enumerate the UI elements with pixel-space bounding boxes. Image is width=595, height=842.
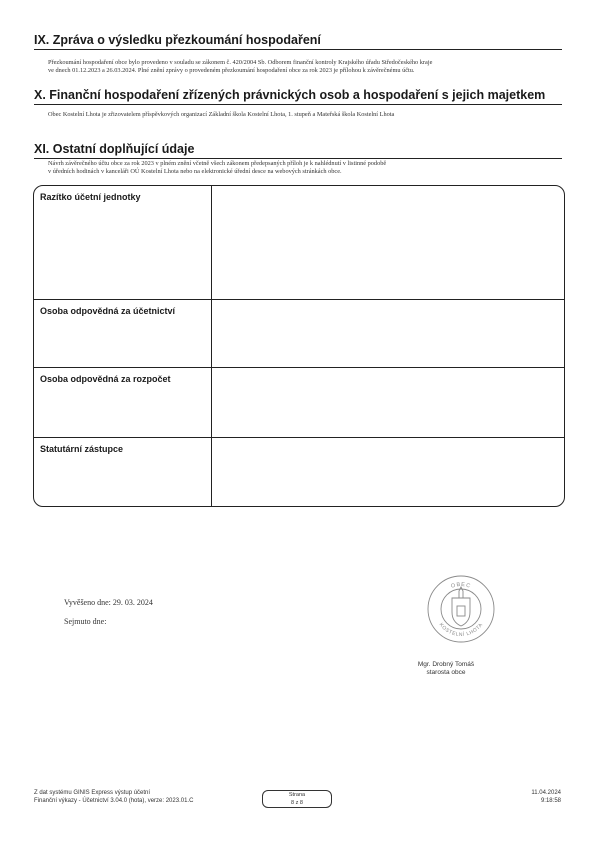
section-x-line1: Obec Kostelní Lhota je zřizovatelem příspěvkových organizací Základní škola Kostelní Lhota, 1. stupeň a Mateřská škola Kostelní Lhota [48, 111, 395, 118]
signature-row-accounting [34, 299, 564, 367]
posted-date: Vyvěšeno dne: 29. 03. 2024 [64, 598, 153, 607]
signature-row-budget [34, 367, 564, 437]
section-ix-title: IX. Zpráva o výsledku přezkoumání hospodaření [34, 33, 562, 50]
signature-row-label: Razítko účetní jednotky [40, 192, 141, 202]
signature-row-label: Statutární zástupce [40, 444, 124, 454]
footer-source: Z dat systému GINIS Express výstup účetní [34, 790, 151, 796]
section-xi-line2: v úředních hodinách v kanceláři OÚ Kostelní Lhota nebo na elektronické úřední desce na webových stránkách obce. [48, 168, 342, 175]
footer-left [34, 789, 193, 805]
signature-table [33, 185, 565, 507]
signature-cell [211, 368, 564, 437]
signature-row-stamp [34, 186, 564, 299]
municipal-seal-icon [426, 574, 496, 644]
section-xi-title: XI. Ostatní doplňující údaje [34, 142, 562, 159]
footer-right [531, 789, 561, 805]
svg-text:KOSTELNÍ LHOTA [438, 622, 485, 638]
signer-name: Mgr. Drobný Tomáš [417, 661, 475, 668]
signature-row-label: Osoba odpovědná za rozpočet [40, 374, 171, 384]
footer-software: Finanční výkazy - Účetnictví 3.04.0 (hota), verze: 2023.01.C [34, 798, 194, 804]
footer-time: 9:18:58 [540, 798, 561, 804]
section-ix-line2: ve dnech 01.12.2023 a 26.03.2024. Plné znění zprávy o provedeném přezkoumání hospodaření obce za rok 2023 je přílohou k závěrečnému účtu. [48, 67, 415, 74]
section-x-title: X. Finanční hospodaření zřízených právnických osob a hospodaření s jejich majetkem [34, 88, 562, 105]
seal-top-text: OBEC [450, 581, 472, 590]
taken-down-date: Sejmuto dne: [64, 617, 107, 626]
page-number: 8 z 8 [291, 799, 303, 806]
signature-row-label: Osoba odpovědná za účetnictví [40, 306, 176, 316]
signature-cell [211, 186, 564, 299]
signer-role: starosta obce [426, 669, 466, 676]
page-label: Strana [288, 792, 306, 798]
signature-cell [211, 438, 564, 507]
signature-cell [211, 300, 564, 367]
section-xi-line1: Návrh závěrečného účtu obce za rok 2023 v plném znění včetně všech zákonem předepsaných příloh je k nahlédnutí v listinné podobě [48, 160, 387, 167]
signature-row-statutory [34, 437, 564, 507]
footer-date: 11.04.2024 [531, 790, 561, 796]
seal-bottom-text: KOSTELNÍ LHOTA [437, 621, 485, 639]
section-ix-line1: Přezkoumání hospodaření obce bylo provedeno v souladu se zákonem č. 420/2004 Sb. Odborem finanční kontroly Krajského úřadu Středočeského kraje [48, 59, 433, 66]
page-indicator [262, 790, 332, 808]
